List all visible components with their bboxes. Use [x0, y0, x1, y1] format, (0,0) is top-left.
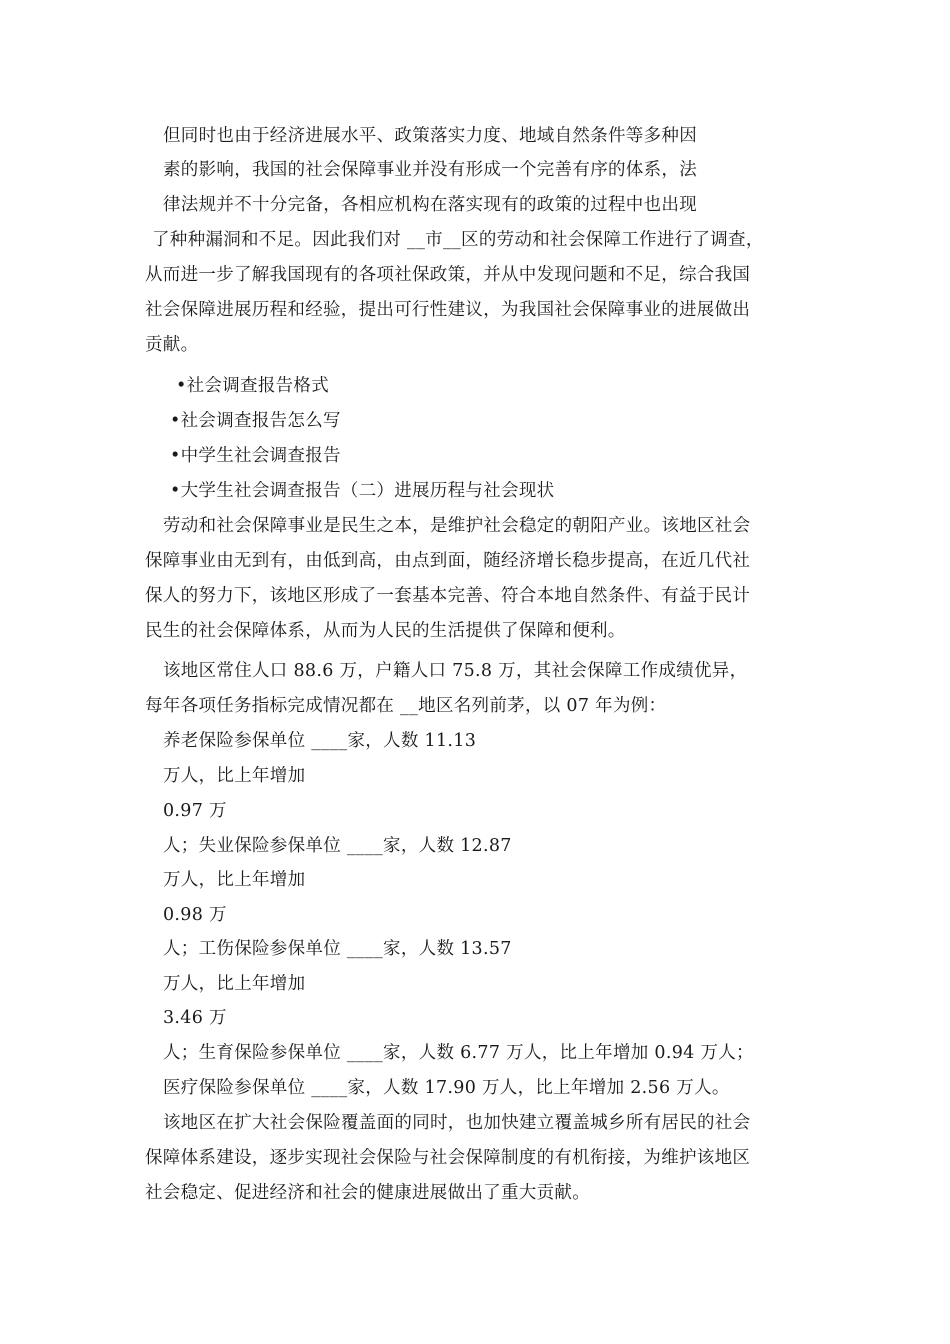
- intro-line: 素的影响，我国的社会保障事业并没有形成一个完善有序的体系，法: [163, 160, 697, 180]
- body-line: 民生的社会保障体系，从而为人民的生活提供了保障和便利。: [145, 621, 626, 641]
- body-line: 该地区常住人口 88.6 万，户籍人口 75.8 万，其社会保障工作成绩优异，: [163, 661, 748, 681]
- body-line: 保障体系建设，逐步实现社会保险与社会保障制度的有机衔接，为维护该地区: [145, 1148, 751, 1168]
- body-line: 保障事业由无到有，由低到高，由点到面，随经济增长稳步提高，在近几代社: [145, 551, 751, 571]
- stats-line: 0.98 万: [163, 905, 227, 925]
- bullet-link-report-format[interactable]: •社会调查报告格式: [176, 376, 330, 396]
- stats-line: 0.97 万: [163, 801, 227, 821]
- intro-line: 但同时也由于经济进展水平、政策落实力度、地域自然条件等多种因: [163, 126, 697, 146]
- stats-line: 人；生育保险参保单位 ____家，人数 6.77 万人，比上年增加 0.94 万人；: [163, 1043, 754, 1063]
- stats-line: 万人，比上年增加: [163, 766, 306, 786]
- intro-line: 贡献。: [145, 335, 199, 355]
- stats-line: 万人，比上年增加: [163, 870, 306, 890]
- bullet-link-university[interactable]: •大学生社会调查报告（二）进展历程与社会现状: [170, 481, 555, 501]
- intro-line: 从而进一步了解我国现有的各项社保政策，并从中发现问题和不足，综合我国: [145, 265, 751, 285]
- body-line: 社会稳定、促进经济和社会的健康进展做出了重大贡献。: [145, 1183, 590, 1203]
- intro-line: 律法规并不十分完备，各相应机构在落实现有的政策的过程中也出现: [163, 195, 697, 215]
- intro-line: 社会保障进展历程和经验，提出可行性建议，为我国社会保障事业的进展做出: [145, 300, 751, 320]
- stats-line: 人；失业保险参保单位 ____家，人数 12.87: [163, 836, 512, 856]
- body-line: 保人的努力下，该地区形成了一套基本完善、符合本地自然条件、有益于民计: [145, 586, 751, 606]
- bullet-link-middle-school[interactable]: •中学生社会调查报告: [170, 446, 341, 466]
- body-line: 每年各项任务指标完成情况都在 __地区名列前茅，以 07 年为例：: [145, 696, 667, 716]
- stats-line: 人；工伤保险参保单位 ____家，人数 13.57: [163, 939, 512, 959]
- body-line: 该地区在扩大社会保险覆盖面的同时，也加快建立覆盖城乡所有居民的社会: [163, 1113, 751, 1133]
- stats-line: 医疗保险参保单位 ____家，人数 17.90 万人，比上年增加 2.56 万人。: [163, 1078, 730, 1098]
- intro-line: 了种种漏洞和不足。因此我们对 __市__区的劳动和社会保障工作进行了调查，: [152, 230, 764, 250]
- stats-line: 3.46 万: [163, 1008, 227, 1028]
- stats-line: 万人，比上年增加: [163, 974, 306, 994]
- bullet-link-how-to-write[interactable]: •社会调查报告怎么写: [170, 411, 341, 431]
- stats-line: 养老保险参保单位 ____家，人数 11.13: [163, 731, 477, 751]
- body-line: 劳动和社会保障事业是民生之本，是维护社会稳定的朝阳产业。该地区社会: [163, 516, 751, 536]
